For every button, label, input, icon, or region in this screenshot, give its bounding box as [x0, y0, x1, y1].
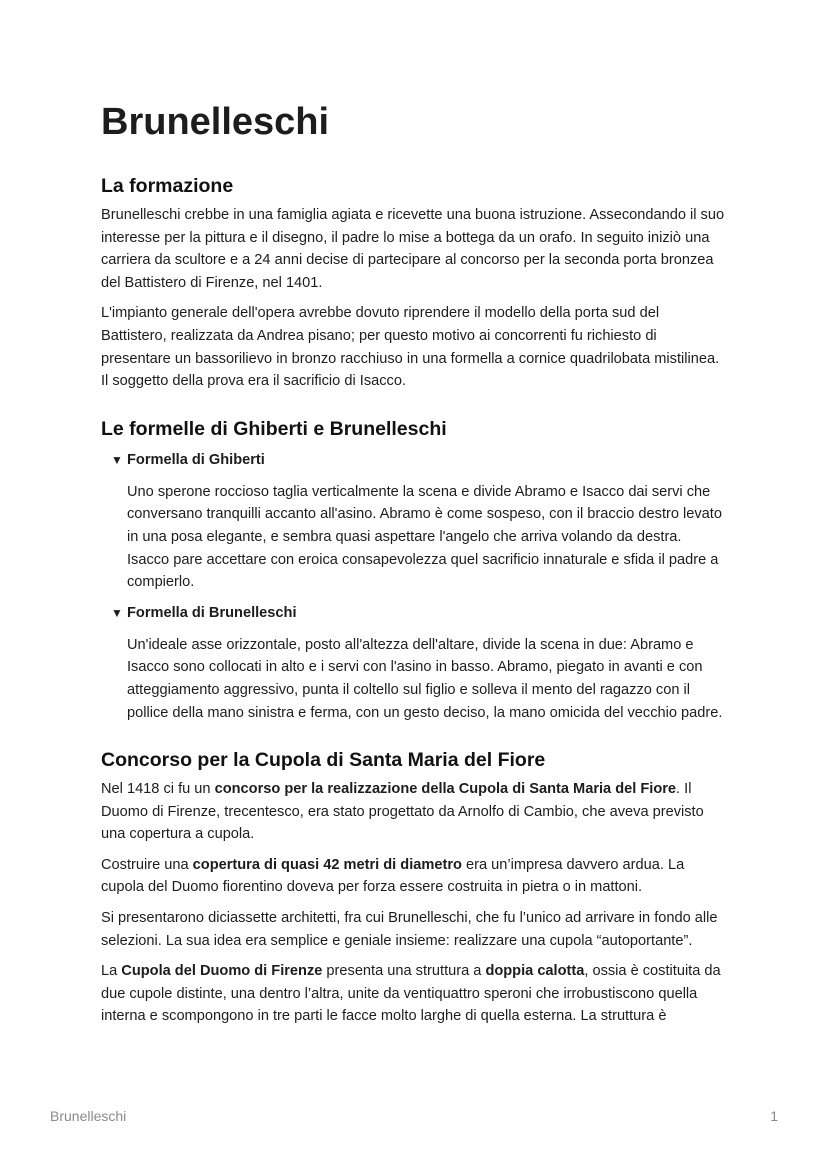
- paragraph-cupola-2: Costruire una copertura di quasi 42 metri di diametro era un’impresa davvero ardua. La cupola del Duomo fiorentino doveva per forza essere costruita in pietra o in mattoni.: [101, 856, 685, 896]
- footer-title: Brunelleschi: [50, 1108, 127, 1124]
- triangle-down-icon[interactable]: ▼: [111, 605, 123, 620]
- triangle-down-icon[interactable]: ▼: [111, 452, 123, 467]
- section-formelle: [101, 415, 727, 724]
- page-title: Brunelleschi: [101, 101, 330, 143]
- section-cupola: [101, 746, 727, 1028]
- paragraph-cupola-1: Nel 1418 ci fu un concorso per la realizzazione della Cupola di Santa Maria del Fiore. Il Duomo di Firenze, trecentesco, era stato progettato da Arnolfo di Cambio, che aveva previsto una copertura a cupola.: [101, 781, 704, 843]
- paragraph-formazione-2: L'impianto generale dell'opera avrebbe dovuto riprendere il modello della porta sud del Battistero, realizzata da Andrea pisano; per questo motivo ai concorrenti fu richiesto di presentare un bassorilievo in bronzo racchiuso in una formella a cornice quadrilobata mistilinea. Il soggetto della prova era il sacrificio di Isacco.: [101, 305, 720, 390]
- toggle-label-ghiberti: Formella di Ghiberti: [127, 451, 265, 468]
- section-heading-formelle: Le formelle di Ghiberti e Brunelleschi: [101, 417, 447, 440]
- page-number: 1: [770, 1108, 778, 1124]
- paragraph-ghiberti: Uno sperone roccioso taglia verticalmente la scena e divide Abramo e Isacco dai servi che conversano tranquilli accanto all'asino. Abramo è come sospeso, con il braccio destro levato in una posa elegante, e sembra quasi aspettare l'angelo che arriva volando da destra. Isacco pare accettare con eroica consapevolezza quel sacrificio innaturale e sfida il padre a compierlo.: [127, 483, 722, 591]
- section-heading-cupola: Concorso per la Cupola di Santa Maria del Fiore: [101, 749, 546, 772]
- toggle-content-ghiberti: [127, 481, 727, 594]
- toggle-header-ghiberti[interactable]: [111, 449, 727, 471]
- toggle-label-brunelleschi: Formella di Brunelleschi: [127, 604, 297, 621]
- section-heading-formazione: La formazione: [101, 175, 234, 197]
- paragraph-formazione-1: Brunelleschi crebbe in una famiglia agiata e ricevette una buona istruzione. Assecondando il suo interesse per la pittura e il disegno, il padre lo mise a bottega da un orafo. In seguito iniziò una carriera da scultore e a 24 anni decise di partecipare al concorso per la seconda porta bronzea del Battistero di Firenze, nel 1401.: [101, 207, 725, 291]
- toggle-ghiberti: [111, 449, 727, 594]
- paragraph-cupola-3: Si presentarono diciassette architetti, fra cui Brunelleschi, che fu l’unico ad arrivare in fondo alle selezioni. La sua idea era semplice e geniale insieme: realizzare una cupola “autoportante”.: [101, 910, 718, 949]
- document-content: [101, 172, 727, 1028]
- toggle-header-brunelleschi[interactable]: [111, 602, 727, 624]
- paragraph-brunelleschi: Un'ideale asse orizzontale, posto all'altezza dell'altare, divide la scena in due: Abramo e Isacco sono collocati in alto e i servi con l'asino in basso. Abramo, piegato in avanti e con atteggiamento aggressivo, punta il coltello sul figlio e solleva il mento del ragazzo con il pollice della mano sinistra e ferma, con un gesto deciso, la mano omicida del vecchio padre.: [127, 636, 723, 721]
- toggle-brunelleschi: [111, 602, 727, 724]
- paragraph-cupola-4: La Cupola del Duomo di Firenze presenta una struttura a doppia calotta, ossia è costituita da due cupole distinte, una dentro l’altra, unite da ventiquattro speroni che irrobustiscono quella interna e scompongono in tre parti le facce molto larghe di quella esterna. La struttura è: [101, 963, 721, 1025]
- section-formazione: [101, 172, 727, 393]
- toggle-content-brunelleschi: [127, 634, 727, 724]
